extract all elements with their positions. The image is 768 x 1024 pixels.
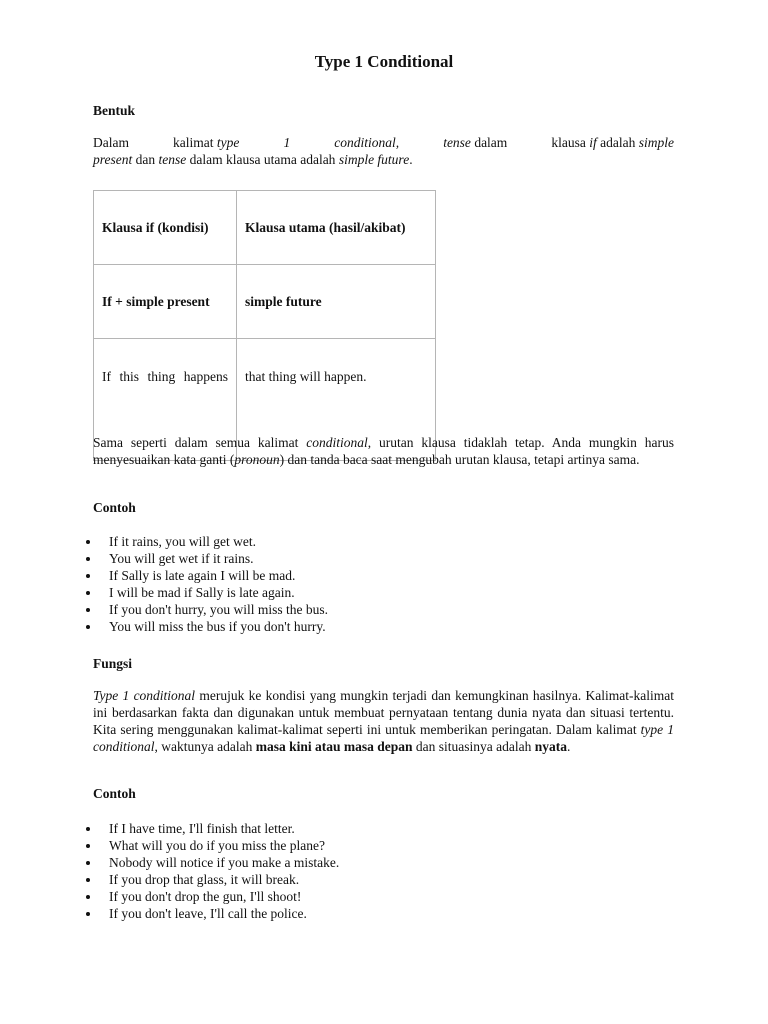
paragraph-fungsi: Type 1 conditional merujuk ke kondisi yang mungkin terjadi dan kemungkinan hasilnya. Kalimat-kalimat ini berdasarkan fakta dan digunakan untuk membuat pernyataan tentang dunia nyata dan situasi tertentu. Kita sering menggunakan kalimat-kalimat seperti ini untuk memberikan peringatan. Dalam kalimat type 1 conditional, waktunya adalah masa kini atau masa depan dan situasinya adalah nyata. bbox=[93, 688, 674, 754]
table-cell: If + simple present bbox=[94, 265, 237, 339]
table-row bbox=[94, 265, 436, 339]
word: klausa if adalah simple bbox=[551, 135, 674, 150]
conditional-table bbox=[93, 190, 436, 461]
word: Dalam bbox=[93, 135, 129, 150]
list-item-text: If you don't drop the gun, I'll shoot! bbox=[109, 889, 302, 904]
list-item bbox=[83, 905, 339, 922]
example-list-1 bbox=[83, 533, 328, 635]
list-item-text: What will you do if you miss the plane? bbox=[109, 838, 325, 853]
page-title: Type 1 Conditional bbox=[314, 52, 454, 71]
list-item-text: If you don't hurry, you will miss the bus. bbox=[109, 602, 329, 617]
heading-fungsi: Fungsi bbox=[93, 656, 133, 671]
list-item bbox=[83, 837, 339, 854]
paragraph-bentuk-line-2: present dan tense dalam klausa utama adalah simple future. bbox=[93, 152, 413, 167]
list-item-text: If you drop that glass, it will break. bbox=[109, 872, 300, 887]
word: tense dalam bbox=[443, 135, 508, 150]
list-item bbox=[83, 533, 328, 550]
table-cell: If this thing happens bbox=[94, 339, 237, 461]
word: 1 bbox=[283, 135, 291, 150]
example-list-2 bbox=[83, 820, 339, 922]
list-item-text: I will be mad if Sally is late again. bbox=[109, 585, 295, 600]
list-item bbox=[83, 550, 328, 567]
table-cell: simple future bbox=[237, 265, 436, 339]
list-item-text: You will get wet if it rains. bbox=[109, 551, 254, 566]
list-item bbox=[83, 584, 328, 601]
list-item-text: If I have time, I'll finish that letter. bbox=[109, 821, 295, 836]
table-cell: that thing will happen. bbox=[237, 339, 436, 461]
word: kalimat type bbox=[173, 135, 240, 150]
heading-contoh-2: Contoh bbox=[93, 786, 136, 801]
heading-bentuk: Bentuk bbox=[93, 103, 136, 118]
list-item-text: If you don't leave, I'll call the police. bbox=[109, 906, 307, 921]
list-item bbox=[83, 871, 339, 888]
list-item bbox=[83, 567, 328, 584]
paragraph-bentuk bbox=[93, 134, 674, 168]
table-header-cell: Klausa utama (hasil/akibat) bbox=[237, 191, 436, 265]
paragraph-note: Sama seperti dalam semua kalimat conditional, urutan klausa tidaklah tetap. Anda mungkin harus menyesuaikan kata ganti (pronoun) dan tanda baca saat mengubah urutan klausa, tetapi artinya sama. bbox=[93, 435, 674, 467]
table-row bbox=[94, 191, 436, 265]
list-item bbox=[83, 854, 339, 871]
list-item-text: If it rains, you will get wet. bbox=[109, 534, 256, 549]
list-item-text: You will miss the bus if you don't hurry. bbox=[109, 619, 326, 634]
word: conditional, bbox=[334, 135, 400, 150]
table-header-cell: Klausa if (kondisi) bbox=[94, 191, 237, 265]
list-item bbox=[83, 601, 328, 618]
list-item bbox=[83, 888, 339, 905]
list-item bbox=[83, 820, 339, 837]
list-item-text: If Sally is late again I will be mad. bbox=[109, 568, 296, 583]
list-item-text: Nobody will notice if you make a mistake. bbox=[109, 855, 340, 870]
paragraph-bentuk-line-1 bbox=[93, 134, 674, 151]
list-item bbox=[83, 618, 328, 635]
heading-contoh-1: Contoh bbox=[93, 500, 136, 515]
